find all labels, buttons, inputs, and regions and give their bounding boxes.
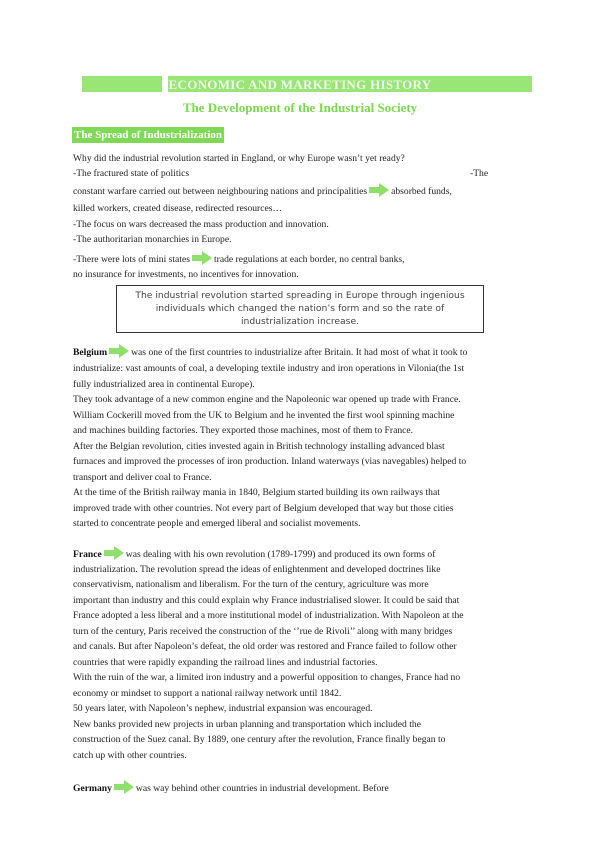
belgium-line-9: transport and deliver coal to France. bbox=[73, 472, 212, 483]
germany-line-1 bbox=[73, 780, 543, 797]
arrow-right-icon bbox=[109, 344, 129, 358]
belgium-line-6: and machines building factories. They exported those machines, most of them to France. bbox=[73, 425, 414, 436]
belgium-line-1-text: was one of the first countries to industrialize after Britain. It had most of what it took to bbox=[131, 347, 468, 358]
france-line-11: 50 years later, with Napoleon’s nephew, industrial expansion was encouraged. bbox=[73, 703, 373, 714]
arrow-right-icon bbox=[369, 183, 389, 197]
france-line-1-text: was dealing with his own revolution (1789-1799) and produced its own forms of bbox=[125, 549, 436, 560]
france-line-9: With the ruin of the war, a limited iron industry and a powerful opposition to changes, France had no bbox=[73, 672, 461, 683]
arrow-right-icon bbox=[104, 546, 124, 560]
belgium-line-10: At the time of the British railway mania in 1840, Belgium started building its own railways that bbox=[73, 487, 440, 498]
quote-text: The industrial revolution started spreading in Europe through ingenious individuals which changed the nation’s form and so the rate of industrialization increase. bbox=[135, 290, 465, 327]
france-line-7: and canals. But after Napoleon’s defeat, the old order was restored and France failed to follow other bbox=[73, 641, 457, 652]
france-line-8: countries that were rapidly expanding the railroad lines and industrial factories. bbox=[73, 657, 378, 668]
arrow-right-icon bbox=[192, 251, 212, 265]
intro-point-2-cont: killed workers, created disease, redirected resources… bbox=[73, 203, 283, 214]
belgium-line-4: They took advantage of a new common engine and the Napoleonic war opened up trade with France. bbox=[73, 394, 461, 405]
france-line-2: industrialization. The revolution spread the ideas of enlightenment and developed doctrines like bbox=[73, 564, 441, 575]
arrow-right-icon bbox=[114, 780, 134, 794]
france-line-13: construction of the Suez canal. By 1889, one century after the revolution, France finally began to bbox=[73, 734, 446, 745]
intro-point-3: -The focus on wars decreased the mass production and innovation. bbox=[73, 219, 329, 230]
intro-point-5 bbox=[73, 251, 533, 268]
germany-line-1-text: was way behind other countries in industrial development. Before bbox=[135, 783, 389, 794]
intro-point-2-lead: -The bbox=[470, 168, 489, 179]
intro-point-1-text: -The fractured state of politics bbox=[73, 168, 190, 179]
germany-name: Germany bbox=[73, 783, 112, 794]
france-line-6: turn of the century, Paris received the construction of the ‘’rue de Rivoli’’ along with many bridges bbox=[73, 626, 453, 637]
quote-box bbox=[116, 285, 484, 333]
document-subtitle: The Development of the Industrial Society bbox=[182, 100, 418, 115]
intro-point-5-a: -There were lots of mini states bbox=[73, 254, 190, 265]
france-line-3: conservativism, nationalism and liberalism. For the turn of the century, agriculture was more bbox=[73, 579, 429, 590]
document-title: ECONOMIC AND MARKETING HISTORY bbox=[168, 77, 432, 92]
france-name: France bbox=[73, 549, 102, 560]
belgium-line-5: William Cockerill moved from the UK to Belgium and he invented the first wool spinning machine bbox=[73, 410, 455, 421]
france-line-12: New banks provided new projects in urban planning and transportation which included the bbox=[73, 719, 421, 730]
belgium-line-1 bbox=[73, 344, 543, 361]
belgium-name: Belgium bbox=[73, 347, 108, 358]
belgium-line-3: fully industrialized area in continental Europe). bbox=[73, 379, 255, 390]
intro-point-1 bbox=[73, 166, 533, 182]
section-heading: The Spread of Industrialization bbox=[74, 129, 223, 141]
intro-point-5-c: no insurance for investments, no incentives for innovation. bbox=[73, 269, 299, 280]
belgium-line-8: furnaces and improved the processes of iron production. Inland waterways (vias navegables) helped to bbox=[73, 456, 467, 467]
intro-point-5-b: trade regulations at each border, no central banks, bbox=[213, 254, 405, 265]
france-line-1 bbox=[73, 546, 543, 563]
france-line-4: important than industry and this could explain why France industrialised slower. It could be said that bbox=[73, 595, 460, 606]
france-line-5: France adopted a less liberal and a more institutional model of industrialization. With Napoleon at the bbox=[73, 610, 464, 621]
france-line-14: catch up with other countries. bbox=[73, 750, 187, 761]
belgium-line-2: industrialize: vast amounts of coal, a developing textile industry and iron operations in Vilonia(the 1st bbox=[73, 363, 465, 374]
intro-point-4: -The authoritarian monarchies in Europe. bbox=[73, 234, 232, 245]
intro-point-2-tail: absorbed funds, bbox=[391, 186, 452, 197]
france-line-10: economy or mindset to support a national railway network until 1842. bbox=[73, 688, 342, 699]
intro-point-2-text: constant warfare carried out between neighbouring nations and principalities bbox=[73, 186, 368, 197]
belgium-line-11: improved trade with other countries. Not every part of Belgium developed that way but those cities bbox=[73, 503, 454, 514]
belgium-line-7: After the Belgian revolution, cities invested again in British technology installing advanced blast bbox=[73, 441, 445, 452]
intro-point-2 bbox=[73, 183, 543, 200]
belgium-line-12: started to concentrate people and emerged liberal and socialist movements. bbox=[73, 518, 361, 529]
intro-question: Why did the industrial revolution started in England, or why Europe wasn’t yet ready? bbox=[73, 153, 405, 164]
